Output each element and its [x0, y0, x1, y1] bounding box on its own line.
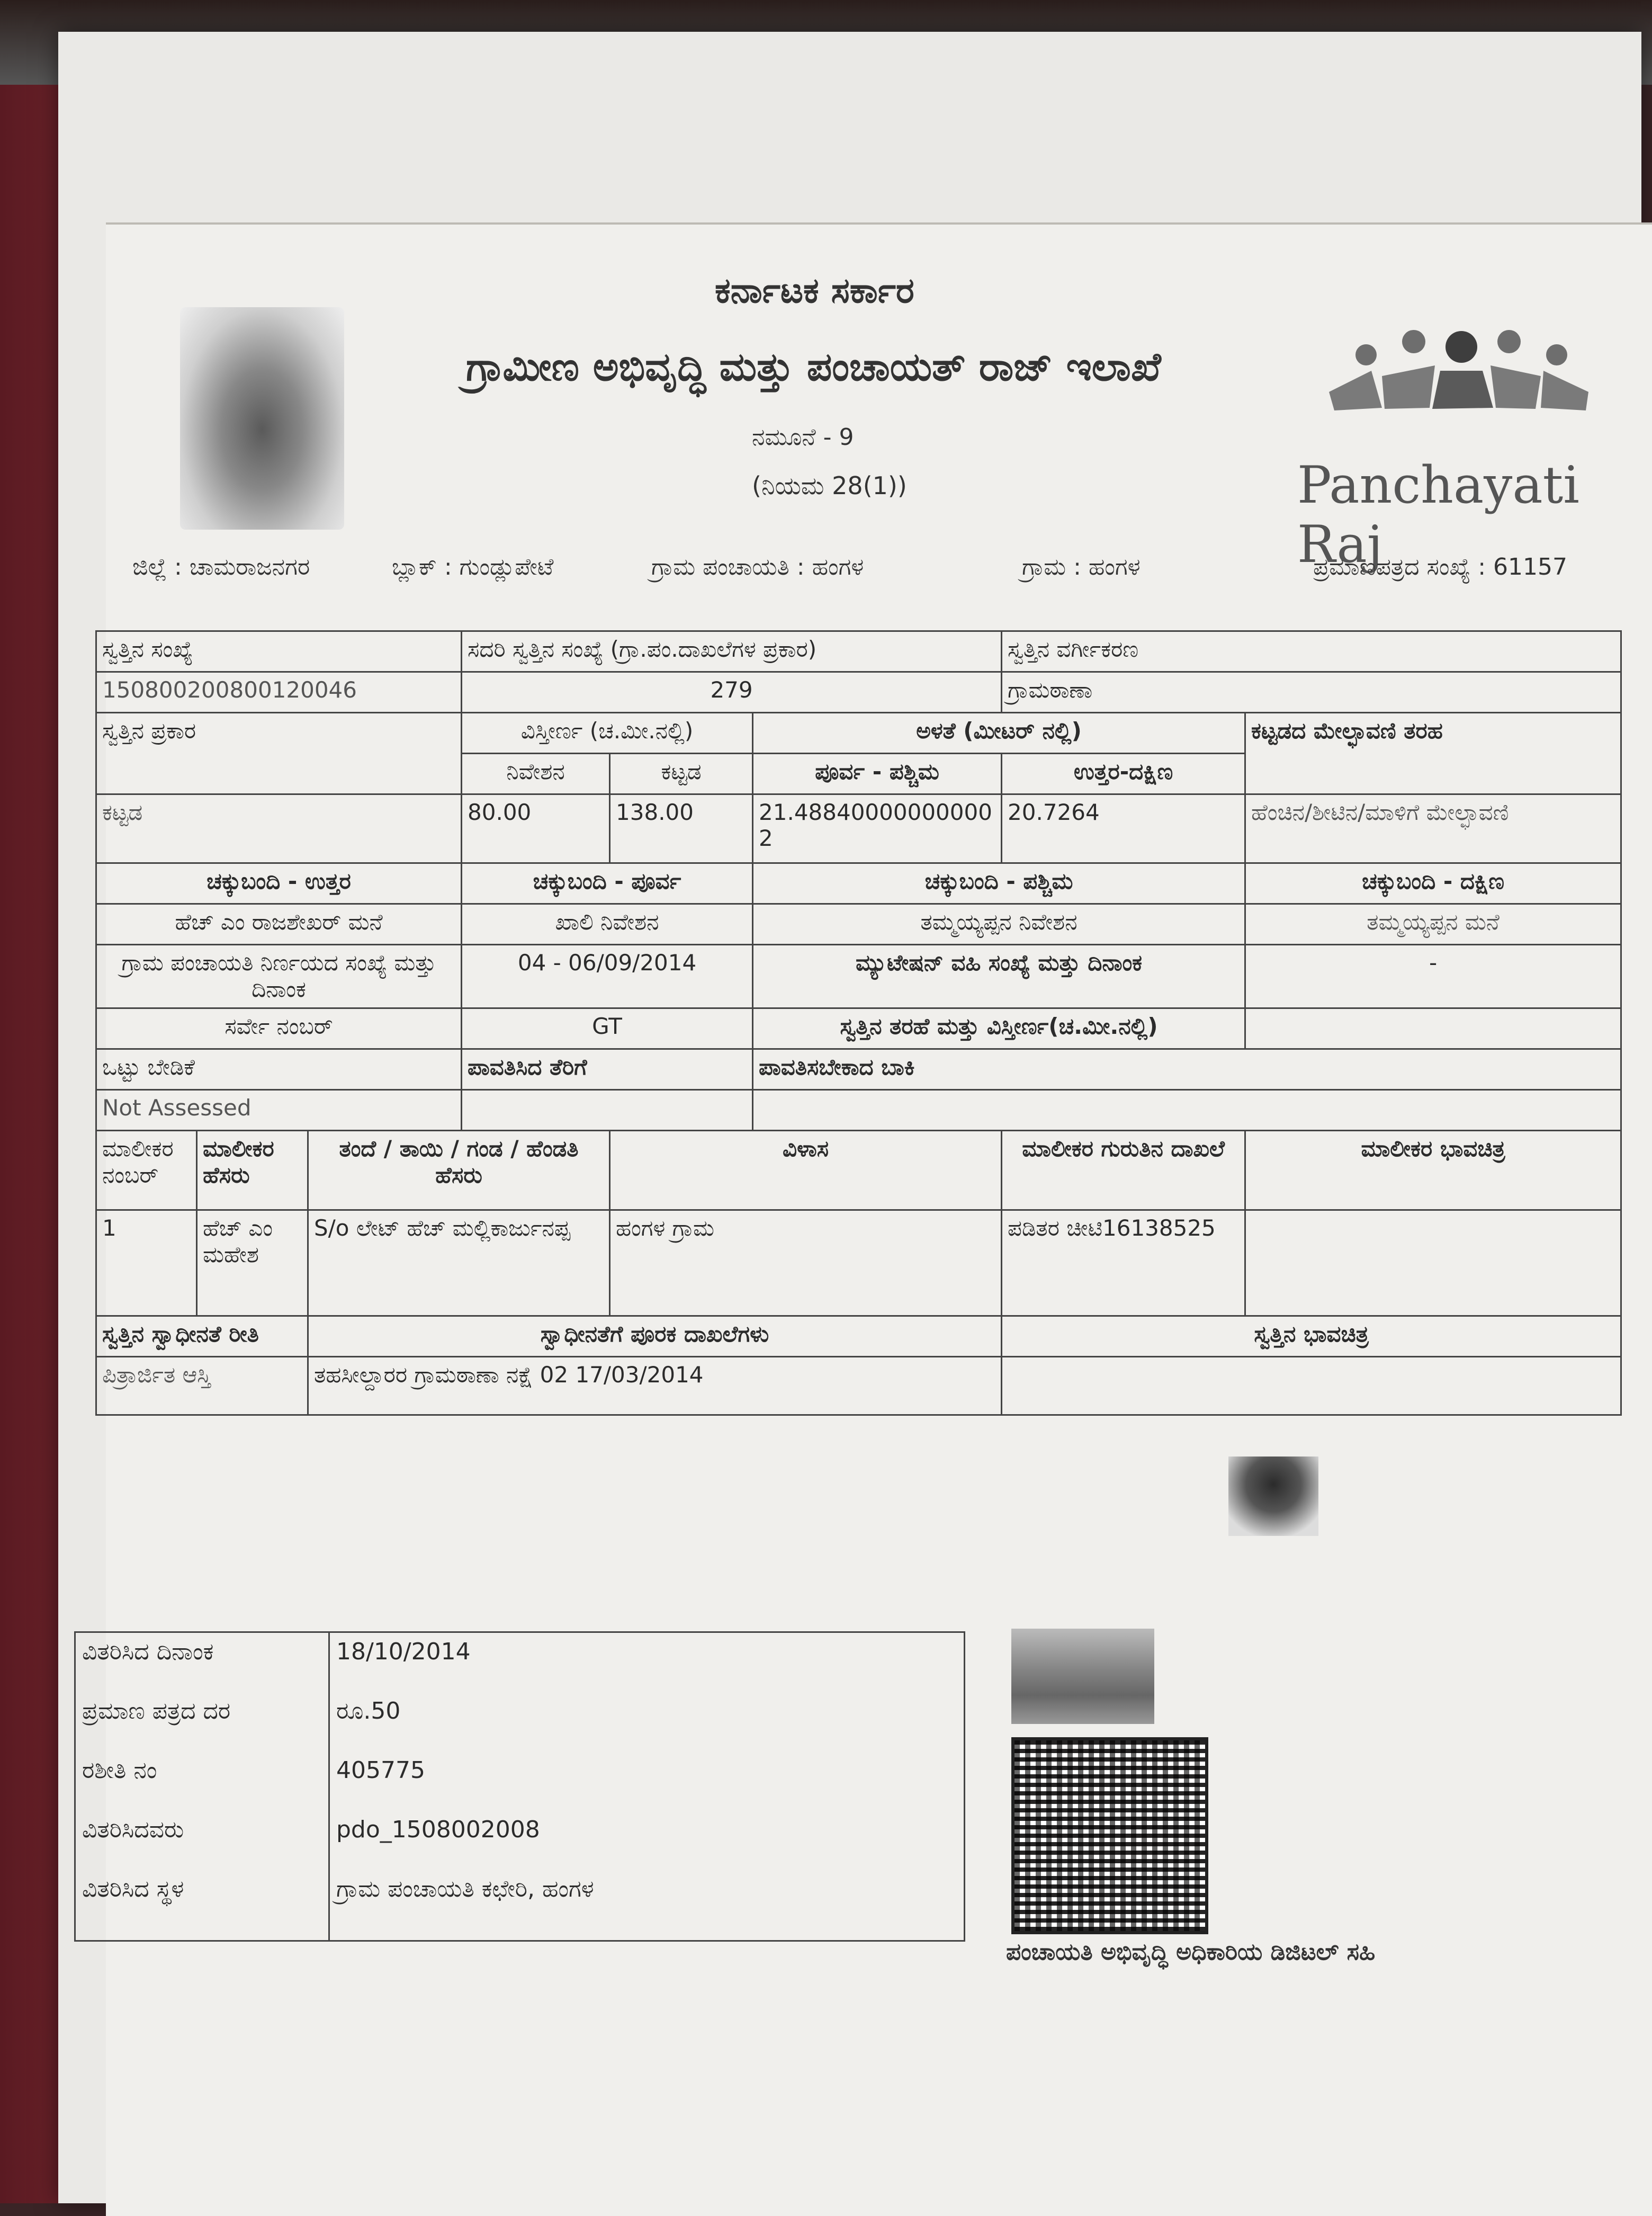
site-label: ನಿವೇಶನ [462, 754, 610, 794]
classification-label: ಸ್ವತ್ತಿನ ವರ್ಗೀಕರಣ [1002, 631, 1621, 672]
boundary-east-label: ಚಕ್ಕುಬಂದಿ - ಪೂರ್ವ [462, 863, 753, 904]
demand-label: ಒಟ್ಟು ಬೇಡಿಕೆ [96, 1049, 462, 1090]
dimension-label: ಅಳತೆ (ಮೀಟರ್ ನಲ್ಲಿ) [753, 713, 1245, 754]
classification-value: ಗ್ರಾಮಠಾಣಾ [1002, 672, 1621, 713]
owner-photo-label: ಮಾಲೀಕರ ಭಾವಚಿತ್ರ [1245, 1131, 1621, 1210]
parent-name-value: S/o ಲೇಟ್ ಹೆಚ್ ಮಲ್ಲಿಕಾರ್ಜುನಪ್ಪ [308, 1210, 610, 1316]
karnataka-emblem-icon [180, 307, 344, 530]
dept-title: ಗ್ರಾಮೀಣ ಅಭಿವೃದ್ಧಿ ಮತ್ತು ಪಂಚಾಯತ್ ರಾಜ್ ಇಲಾಖೆ [466, 344, 1161, 390]
boundary-west-value: ತಮ್ಮಯ್ಯಪ್ಪನ ನಿವೇಶನ [753, 904, 1245, 945]
owner-id-label: ಮಾಲೀಕರ ಗುರುತಿನ ದಾಖಲೆ [1002, 1131, 1245, 1210]
building-label: ಕಟ್ಟಡ [610, 754, 753, 794]
owner-no-label: ಮಾಲೀಕರ ನಂಬರ್ [96, 1131, 197, 1210]
issue-date-label: ವಿತರಿಸಿದ ದಿನಾಂಕ [82, 1638, 214, 1665]
boundary-south-value: ತಮ್ಮಯ್ಯಪ್ಪನ ಮನೆ [1245, 904, 1621, 945]
boundary-west-label: ಚಕ್ಕುಬಂದಿ - ಪಶ್ಚಿಮ [753, 863, 1245, 904]
village-label: ಗ್ರಾಮ : ಹಂಗಳ [1022, 553, 1141, 580]
roof-label: ಕಟ್ಟಡದ ಮೇಲ್ಛಾವಣಿ ತರಹ [1245, 713, 1621, 794]
property-no-label: ಸ್ವತ್ತಿನ ಸಂಖ್ಯೆ [96, 631, 462, 672]
due-balance-label: ಪಾವತಿಸಬೇಕಾದ ಬಾಕಿ [753, 1049, 1621, 1090]
property-photo [1011, 1629, 1154, 1724]
boundary-east-value: ಖಾಲಿ ನಿವೇಶನ [462, 904, 753, 945]
survey-value: GT [462, 1008, 753, 1049]
owner-id-value: ಪಡಿತರ ಚೀಟಿ16138525 [1002, 1210, 1245, 1316]
supporting-docs-label: ಸ್ವಾಧೀನತೆಗೆ ಪೂರಕ ದಾಖಲೆಗಳು [308, 1316, 1002, 1357]
issue-values [329, 1632, 965, 1941]
resolution-value: 04 - 06/09/2014 [462, 945, 753, 1008]
place-value: ಗ್ರಾಮ ಪಂಚಾಯತಿ ಕಛೇರಿ, ಹಂಗಳ [336, 1875, 594, 1902]
fee-label: ಪ್ರಮಾಣ ಪತ್ರದ ದರ [82, 1697, 231, 1724]
site-area-value: 80.00 [462, 794, 610, 863]
property-photo-cell [1002, 1357, 1621, 1415]
place-label: ವಿತರಿಸಿದ ಸ್ಥಳ [82, 1875, 184, 1902]
property-type-label: ಸ್ವತ್ತಿನ ಪ್ರಕಾರ [96, 713, 462, 794]
east-west-value: 21.488400000000002 [753, 794, 1002, 863]
property-details-table [95, 630, 1622, 1416]
qr-code-icon [1011, 1737, 1208, 1934]
local-no-value: 279 [462, 672, 1002, 713]
north-south-value: 20.7264 [1002, 794, 1245, 863]
ownership-label: ಸ್ವತ್ತಿನ ಸ್ವಾಧೀನತೆ ರೀತಿ [96, 1316, 308, 1357]
building-area-value: 138.00 [610, 794, 753, 863]
demand-value: Not Assessed [96, 1090, 462, 1131]
digital-signature-label: ಪಂಚಾಯತಿ ಅಭಿವೃದ್ಧಿ ಅಧಿಕಾರಿಯ ಡಿಜಿಟಲ್ ಸಹಿ [1006, 1938, 1376, 1965]
property-type-value: ಕಟ್ಟಡ [96, 794, 462, 863]
issue-details-table [74, 1631, 965, 1942]
issue-labels [75, 1632, 329, 1941]
owner-photo-cell [1245, 1210, 1621, 1316]
property-kind-value [1245, 1008, 1621, 1049]
east-west-label: ಪೂರ್ವ - ಪಶ್ಚಿಮ [753, 754, 1002, 794]
paid-tax-value [462, 1090, 753, 1131]
local-no-label: ಸದರಿ ಸ್ವತ್ತಿನ ಸಂಖ್ಯೆ (ಗ್ರಾ.ಪಂ.ದಾಖಲೆಗಳ ಪ್ರಕಾರ) [462, 631, 1002, 672]
resolution-label: ಗ್ರಾಮ ಪಂಚಾಯತಿ ನಿರ್ಣಯದ ಸಂಖ್ಯೆ ಮತ್ತು ದಿನಾಂಕ [96, 945, 462, 1008]
owner-no-value: 1 [96, 1210, 197, 1316]
issuer-value: pdo_1508002008 [336, 1816, 540, 1843]
roof-value: ಹೆಂಚಿನ/ಶೀಟಿನ/ಮಾಳಿಗೆ ಮೇಲ್ಛಾವಣಿ [1245, 794, 1621, 863]
receipt-value: 405775 [336, 1757, 425, 1784]
certificate-number-label: ಪ್ರಮಾಣಪತ್ರದ ಸಂಖ್ಯೆ : 61157 [1313, 553, 1567, 580]
govt-title: ಕರ್ನಾಟಕ ಸರ್ಕಾರ [715, 270, 914, 311]
district-label: ಜಿಲ್ಲೆ : ಚಾಮರಾಜನಗರ [132, 553, 310, 580]
address-label: ವಿಳಾಸ [610, 1131, 1002, 1210]
boundary-south-label: ಚಕ್ಕುಬಂದಿ - ದಕ್ಷಿಣ [1245, 863, 1621, 904]
mutation-label: ಮ್ಯುಟೇಷನ್ ವಹಿ ಸಂಖ್ಯೆ ಮತ್ತು ದಿನಾಂಕ [753, 945, 1245, 1008]
gram-panchayat-label: ಗ್ರಾಮ ಪಂಚಾಯತಿ : ಹಂಗಳ [651, 553, 864, 580]
rule-number: (ನಿಯಮ 28(1)) [752, 471, 907, 500]
issue-date-value: 18/10/2014 [336, 1638, 471, 1665]
north-south-label: ಉತ್ತರ-ದಕ್ಷಿಣ [1002, 754, 1245, 794]
boundary-north-label: ಚಕ್ಕುಬಂದಿ - ಉತ್ತರ [96, 863, 462, 904]
survey-label: ಸರ್ವೇ ನಂಬರ್ [96, 1008, 462, 1049]
property-photo-label: ಸ್ವತ್ತಿನ ಭಾವಚಿತ್ರ [1002, 1316, 1621, 1357]
receipt-label: ರಶೀತಿ ನಂ [82, 1757, 157, 1784]
owner-name-value: ಹೆಚ್ ಎಂ ಮಹೇಶ [197, 1210, 308, 1316]
property-kind-label: ಸ್ವತ್ತಿನ ತರಹೆ ಮತ್ತು ವಿಸ್ತೀರ್ಣ(ಚ.ಮೀ.ನಲ್ಲಿ) [753, 1008, 1245, 1049]
form-number: ನಮೂನೆ - 9 [752, 424, 854, 451]
owner-photo [1228, 1457, 1318, 1536]
area-label: ವಿಸ್ತೀರ್ಣ (ಚ.ಮೀ.ನಲ್ಲಿ) [462, 713, 753, 754]
mutation-value: - [1245, 945, 1621, 1008]
panchayati-raj-logo-text: Panchayati Raj [1297, 455, 1579, 574]
supporting-docs-value: ತಹಸೀಲ್ದಾರರ ಗ್ರಾಮಠಾಣಾ ನಕ್ಷೆ 02 17/03/2014 [308, 1357, 1002, 1415]
issuer-label: ವಿತರಿಸಿದವರು [82, 1816, 184, 1843]
ownership-value: ಪಿತ್ರಾರ್ಜಿತ ಆಸ್ತಿ [96, 1357, 308, 1415]
address-value: ಹಂಗಳ ಗ್ರಾಮ [610, 1210, 1002, 1316]
boundary-north-value: ಹೆಚ್ ಎಂ ರಾಜಶೇಖರ್ ಮನೆ [96, 904, 462, 945]
paid-tax-label: ಪಾವತಿಸಿದ ತೆರಿಗೆ [462, 1049, 753, 1090]
parent-name-label: ತಂದೆ / ತಾಯಿ / ಗಂಡ / ಹೆಂಡತಿ ಹೆಸರು [308, 1131, 610, 1210]
due-balance-value [753, 1090, 1621, 1131]
block-label: ಬ್ಲಾಕ್ : ಗುಂಡ್ಲುಪೇಟೆ [392, 553, 554, 580]
fee-value: ರೂ.50 [336, 1697, 401, 1724]
property-no-value: 150800200800120046 [96, 672, 462, 713]
owner-name-label: ಮಾಲೀಕರ ಹೆಸರು [197, 1131, 308, 1210]
